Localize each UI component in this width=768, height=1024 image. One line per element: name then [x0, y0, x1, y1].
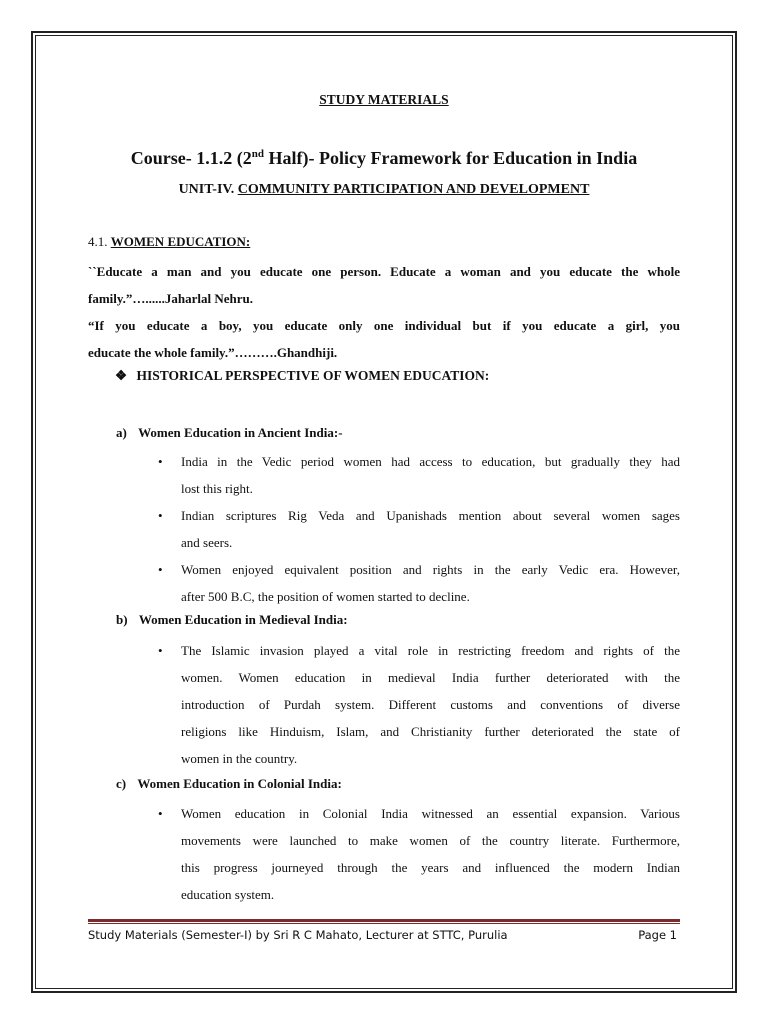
bullet-line: introduction of Purdah system. Different customs and conventions of diverse: [181, 697, 680, 712]
subsection-label: a): [116, 425, 127, 440]
bullet-icon: •: [158, 562, 163, 577]
subsection-ancient-heading: [116, 425, 343, 441]
unit-prefix: UNIT-IV.: [178, 182, 238, 197]
bullet-line: this progress journeyed through the years and influenced the modern Indian: [181, 860, 680, 875]
quote-nehru-line2: family.”…......Jaharlal Nehru.: [88, 291, 254, 306]
subsection-label: c): [116, 776, 127, 791]
subsection-medieval-heading: [116, 612, 348, 628]
footer-rule-thick: [88, 919, 680, 922]
bullet-icon: •: [158, 454, 163, 469]
footer-rule-thin: [88, 923, 680, 924]
bullet-line: Women education in Colonial India witnessed an essential expansion. Various: [181, 806, 680, 821]
unit-name: COMMUNITY PARTICIPATION AND DEVELOPMENT: [237, 182, 590, 197]
subsection-colonial-heading: [116, 776, 342, 792]
quote-gandhi-line2: educate the whole family.”……….Ghandhiji.: [88, 345, 338, 360]
subsection-title: Women Education in Medieval India:: [138, 612, 348, 627]
historical-perspective-heading: [115, 368, 489, 384]
bullet-line: after 500 B.C, the position of women started to decline.: [181, 589, 470, 604]
subsection-title: Women Education in Ancient India:-: [138, 425, 343, 440]
bullet-line: religions like Hinduism, Islam, and Christianity further deteriorated the state of: [181, 724, 680, 739]
course-superscript: nd: [251, 148, 265, 160]
course-prefix: Course- 1.1.2 (2: [130, 148, 252, 168]
bullet-icon: •: [158, 643, 163, 658]
bullet-icon: •: [158, 806, 163, 821]
section-heading: [88, 234, 250, 250]
quote-gandhi-line1: “If you educate a boy, you educate only one individual but if you educate a girl, you: [88, 318, 680, 333]
bullet-line: women in the country.: [181, 751, 298, 766]
bullet-line: India in the Vedic period women had access to education, but gradually they had: [181, 454, 680, 469]
bullet-icon: •: [158, 508, 163, 523]
bullet-line: Women enjoyed equivalent position and rights in the early Vedic era. However,: [181, 562, 680, 577]
course-title: [88, 148, 680, 169]
bullet-line: The Islamic invasion played a vital role in restricting freedom and rights of the: [181, 643, 680, 658]
section-number: 4.1.: [88, 234, 111, 249]
bullet-line: and seers.: [181, 535, 233, 550]
bullet-line: lost this right.: [181, 481, 253, 496]
subsection-title: Women Education in Colonial India:: [137, 776, 342, 791]
unit-title: [88, 182, 680, 198]
subsection-label: b): [116, 612, 128, 627]
bullet-line: women. Women education in medieval India further deteriorated with the: [181, 670, 680, 685]
bullet-line: movements were launched to make women of the country literate. Furthermore,: [181, 833, 680, 848]
bullet-line: education system.: [181, 887, 275, 902]
study-materials-title: STUDY MATERIALS: [319, 92, 449, 107]
footer-credit: Study Materials (Semester-I) by Sri R C Mahato, Lecturer at STTC, Purulia: [88, 928, 508, 942]
course-suffix: Half)- Policy Framework for Education in India: [264, 148, 638, 168]
page-number: Page 1: [638, 928, 677, 942]
historical-perspective-title: HISTORICAL PERSPECTIVE OF WOMEN EDUCATION:: [136, 368, 490, 383]
quote-nehru-line1: ``Educate a man and you educate one person. Educate a woman and you educate the whole: [88, 264, 680, 279]
section-title: WOMEN EDUCATION:: [110, 234, 251, 249]
bullet-line: Indian scriptures Rig Veda and Upanishads mention about several women sages: [181, 508, 680, 523]
diamond-bullet-icon: ❖: [115, 368, 128, 383]
